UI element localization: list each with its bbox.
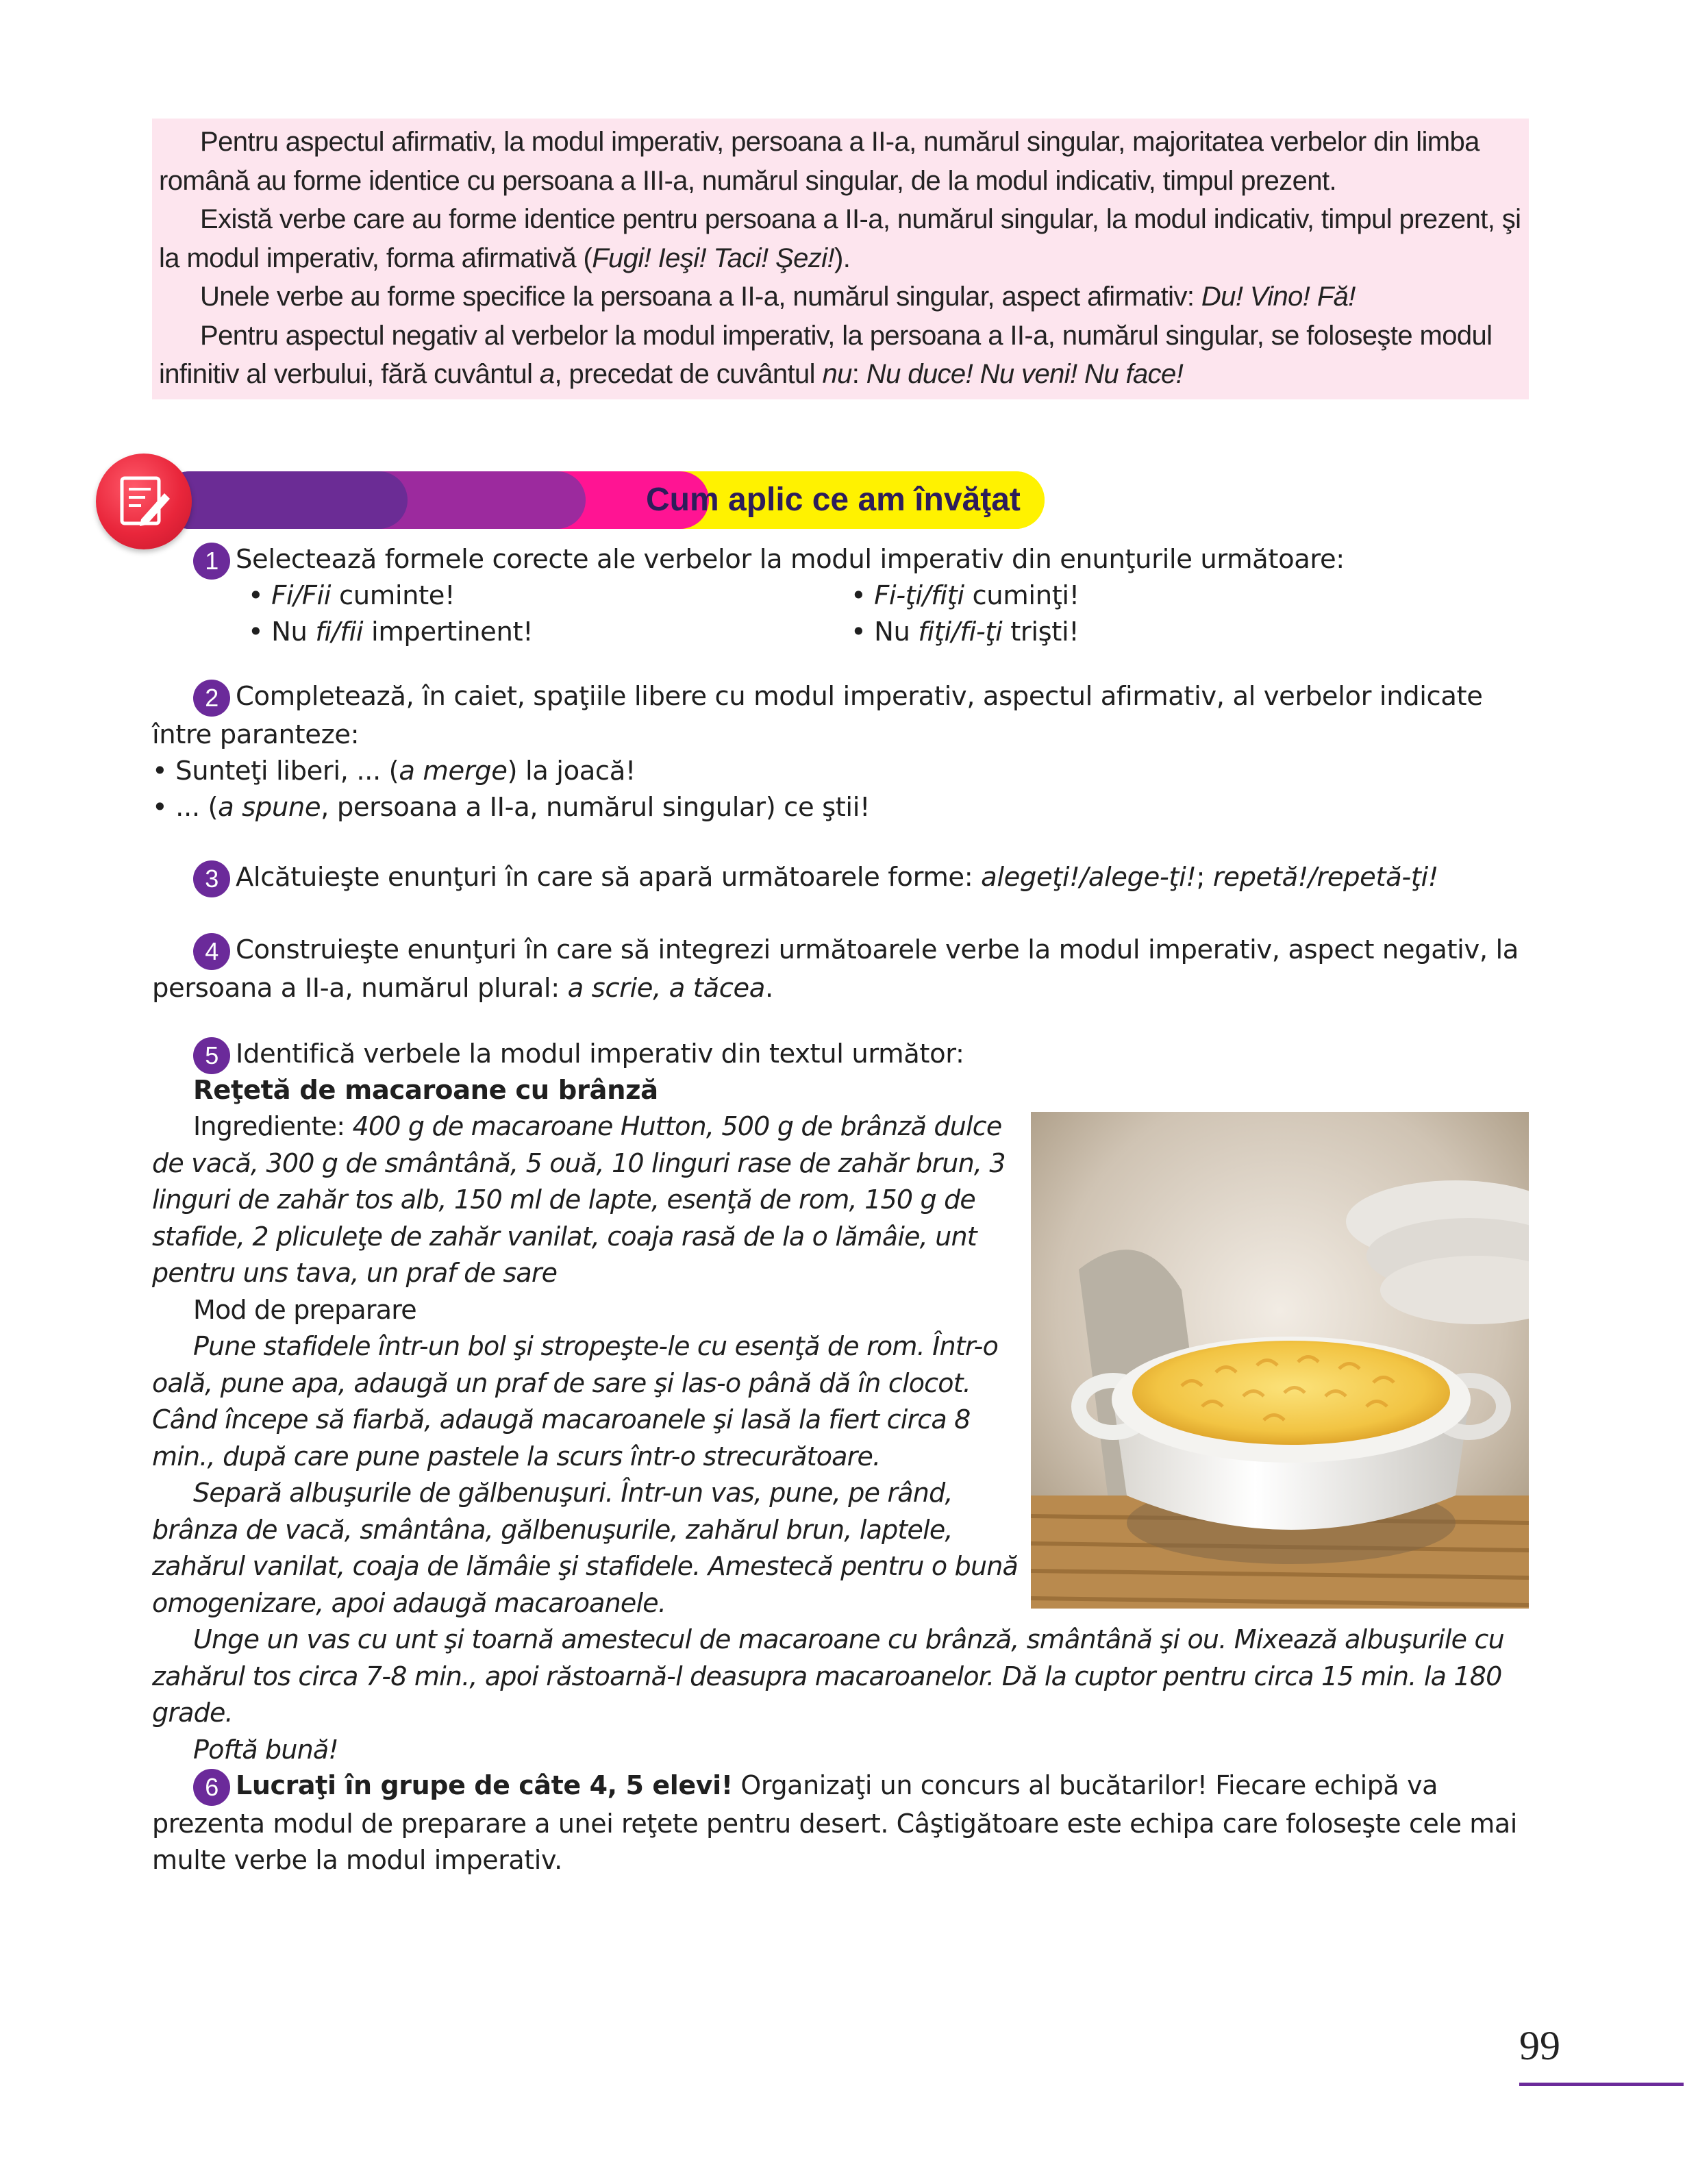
exercise-1 <box>152 541 1529 650</box>
option-choice: Fi/Fii <box>271 580 332 611</box>
ingredients <box>152 1108 1022 1292</box>
exercise-3 <box>152 859 1529 895</box>
exercise-number-badge: 3 <box>193 860 230 897</box>
bullet: • <box>851 617 866 647</box>
exercise-2 <box>152 678 1529 826</box>
period: . <box>764 972 773 1004</box>
rule-p2-text: Există verbe care au forme identice pentru persoana a II-a, numărul singular, la modul indicativ, timpul prezent, şi la modul imperativ, forma afirmativă ( <box>159 204 1521 273</box>
form-2: repetă!/repetă-ţi! <box>1212 862 1438 893</box>
exercise-1-text: Selectează formele corecte ale verbelor la modul imperativ din enunţurile următoare: <box>236 544 1345 575</box>
rule-paragraph-3 <box>159 277 1522 317</box>
section-banner <box>96 454 1021 549</box>
exercise-number-badge: 1 <box>193 543 230 580</box>
exercise-number-badge: 4 <box>193 933 230 970</box>
item-text: ) la joacă! <box>507 755 636 786</box>
method-step-1: Pune stafidele într-un bol şi stropeşte-le cu esenţă de rom. Într-o oală, pune apa, adaugă un praf de sare şi las-o până dă în clocot. Când începe să fiarbă, adaugă macaroanele şi lasă la fiert circa 8 min., după care pune pastele la scurs într-o strecurătoare. <box>152 1331 999 1472</box>
method-paragraph-2 <box>152 1475 1022 1622</box>
closing-text: Poftă bună! <box>193 1734 338 1765</box>
rule-p4-examples: Nu duce! Nu veni! Nu face! <box>866 359 1184 389</box>
exercise-1-options-row-2 <box>152 614 1529 650</box>
rule-p1-text: Pentru aspectul afirmativ, la modul imperativ, persoana a II-a, numărul singular, majoritatea verbelor din limba română au forme identice cu persoana a III-a, numărul singular, de la modul indicativ, timpul prezent. <box>159 127 1479 196</box>
exercise-5-prompt <box>152 1036 1529 1072</box>
macaroni-photo <box>1031 1112 1529 1609</box>
pencil-note-icon <box>96 454 192 549</box>
bullet: • <box>851 580 866 611</box>
exercise-2-text: Completează, în caiet, spaţiile libere cu modul imperativ, aspectul afirmativ, al verbelor indicate între paranteze: <box>152 681 1483 750</box>
exercise-6-text: Organizaţi un concurs al bucătarilor! Fiecare echipă va prezenta modul de preparare a unei reţete pentru desert. Câştigătoare este echipa care foloseşte cele mai multe verbe la modul imperativ. <box>152 1770 1517 1875</box>
bullet: • <box>152 755 168 786</box>
rule-p4-text: Pentru aspectul negativ al verbelor la modul imperativ, la persoana a II-a, numărul singular, se foloseşte modul infinitiv al verbului, fără cuvântul <box>159 320 1493 389</box>
option-choice: fiţi/fi-ţi <box>918 617 1003 647</box>
exercise-6 <box>152 1767 1529 1879</box>
rule-p4-colon: : <box>851 359 866 389</box>
separator: ; <box>1196 862 1213 893</box>
method-heading: Mod de preparare <box>193 1294 416 1325</box>
option-text: Nu <box>271 617 316 647</box>
page-number-underline <box>1519 2083 1684 2086</box>
form-1: alegeţi!/alege-ţi! <box>981 862 1197 893</box>
ingredients-list: 400 g de macaroane Hutton, 500 g de brânză dulce de vacă, 300 g de smântână, 5 ouă, 10 linguri rase de zahăr brun, 3 linguri de zahăr tos alb, 150 ml de lapte, esenţă de rom, 150 g de stafide, 2 pliculeţe de zahăr vanilat, coaja rasă de la o lămâie, unt pentru uns tava, un praf de sare <box>152 1111 1006 1288</box>
exercise-2-item-2 <box>152 789 1529 826</box>
option-text: cuminte! <box>331 580 455 611</box>
bullet: • <box>248 580 264 611</box>
exercise-5-text: Identifică verbele la modul imperativ din textul următor: <box>236 1039 964 1069</box>
option-nu-fi-fii <box>248 614 533 650</box>
exercise-4 <box>152 932 1529 1006</box>
recipe-continued <box>152 1622 1529 1768</box>
ingredients-label: Ingrediente: <box>193 1111 353 1141</box>
exercise-4-text: Construieşte enunţuri în care să integrezi următoarele verbe la modul imperativ, aspect negativ, la persoana a II-a, numărul plural: <box>152 934 1519 1004</box>
option-text: impertinent! <box>363 617 534 647</box>
item-text: , persoana a II-a, numărul singular) ce ştii! <box>321 791 871 823</box>
rule-p3-examples: Du! Vino! Fă! <box>1201 282 1356 312</box>
rule-p4-text2: , precedat de cuvântul <box>554 359 823 389</box>
exercise-2-item-1 <box>152 753 1529 789</box>
exercise-2-prompt <box>152 678 1529 753</box>
rule-paragraph-1 <box>159 123 1522 200</box>
method-step-3: Unge un vas cu unt şi toarnă amestecul de macaroane cu brânză, smântână şi ou. Mixează albuşurile cu zahărul tos circa 7-8 min., apoi răstoarnă-l deasupra macaroanelor. Dă la cuptor pentru circa 15 min. la 180 grade. <box>152 1624 1504 1728</box>
rule-p2-end: ). <box>834 243 851 273</box>
option-nu-fiti <box>851 614 1079 650</box>
option-fi-fii <box>248 578 455 614</box>
bullet: • <box>152 791 168 823</box>
rule-p2-examples: Fugi! Ieşi! Taci! Şezi! <box>592 243 834 273</box>
exercise-3-prompt <box>152 859 1529 895</box>
exercise-1-options-row-1 <box>152 578 1529 614</box>
bullet: • <box>248 617 264 647</box>
page-number: 99 <box>1519 2023 1560 2068</box>
exercise-number-badge: 5 <box>193 1037 230 1074</box>
exercise-6-bold: Lucraţi în grupe de câte 4, 5 elevi! <box>236 1770 733 1800</box>
option-text: Nu <box>874 617 919 647</box>
verbs: a scrie, a tăcea <box>567 972 765 1004</box>
rule-paragraph-4 <box>159 317 1522 394</box>
rule-p3-text: Unele verbe au forme specifice la persoana a II-a, numărul singular, aspect afirmativ: <box>200 282 1201 312</box>
item-verb: a merge <box>399 755 508 786</box>
option-choice: Fi-ţi/fiţi <box>874 580 964 611</box>
item-text: ... ( <box>175 791 219 823</box>
exercise-number-badge: 6 <box>193 1769 230 1806</box>
method-step-2: Separă albuşurile de gălbenuşuri. Într-un vas, pune, pe rând, brânza de vacă, smântâna, gălbenuşurile, zahărul brun, laptele, zahărul vanilat, coaja de lămâie şi stafidele. Amestecă pentru o bună omogenizare, apoi adaugă macaroanele. <box>152 1478 1019 1618</box>
banner-purple-segment <box>161 471 408 529</box>
exercise-number-badge: 2 <box>193 680 230 717</box>
method-paragraph-1 <box>152 1328 1022 1475</box>
grammar-rule-box <box>152 119 1529 399</box>
option-text: trişti! <box>1002 617 1079 647</box>
exercise-6-prompt <box>152 1767 1529 1879</box>
rule-paragraph-2 <box>159 200 1522 277</box>
option-choice: fi/fii <box>315 617 364 647</box>
section-title: Cum aplic ce am învăţat <box>646 482 1021 518</box>
option-text: cuminţi! <box>964 580 1079 611</box>
rule-p4-a: a <box>539 359 555 389</box>
exercise-3-text: Alcătuieşte enunţuri în care să apară următoarele forme: <box>236 862 982 893</box>
rule-p4-nu: nu <box>822 359 852 389</box>
closing <box>152 1732 1529 1769</box>
item-verb: a spune <box>218 791 321 823</box>
item-text: Sunteţi liberi, ... ( <box>175 755 399 786</box>
method-paragraph-3 <box>152 1622 1529 1732</box>
recipe-text <box>152 1108 1022 1622</box>
option-fiti <box>851 578 1079 614</box>
exercise-5 <box>152 1036 1529 1108</box>
exercise-1-prompt <box>152 541 1529 578</box>
exercise-4-prompt <box>152 932 1529 1006</box>
recipe-title: Reţetă de macaroane cu brânză <box>193 1075 658 1106</box>
